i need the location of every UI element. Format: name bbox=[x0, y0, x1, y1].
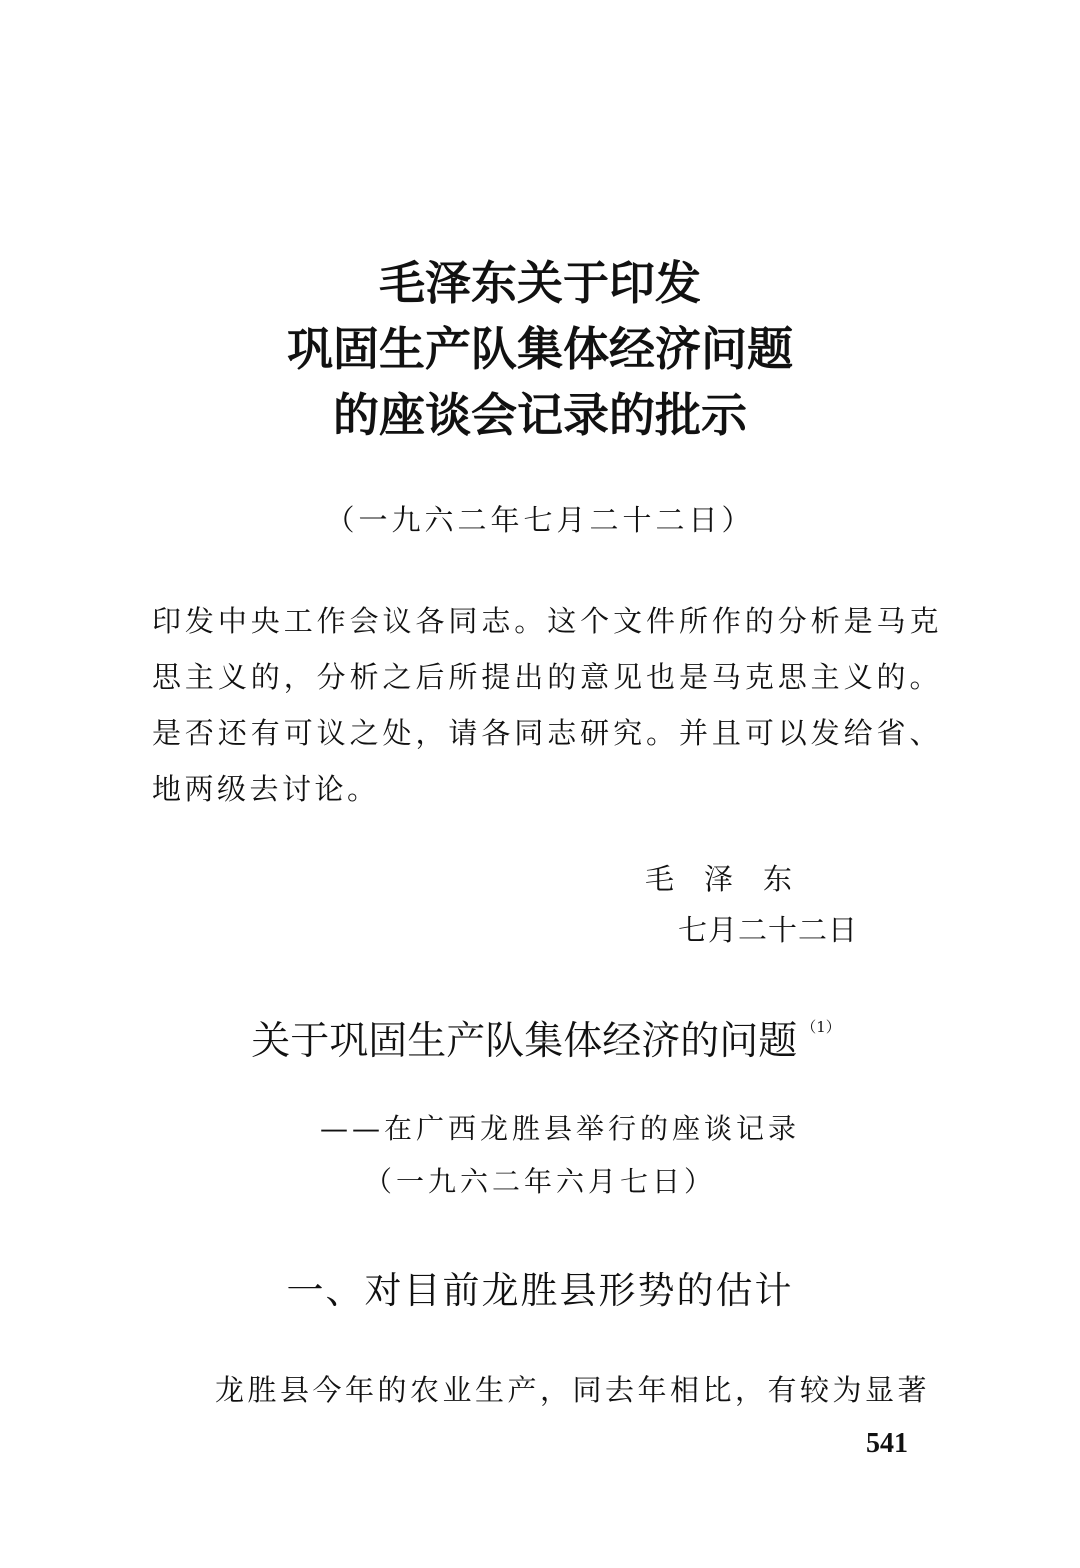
title-line-1: 毛泽东关于印发 bbox=[379, 256, 701, 310]
directive-body: 印发中央工作会议各同志。这个文件所作的分析是马克思主义的，分析之后所提出的意见也是马克思主义的。是否还有可议之处，请各同志研究。并且可以发给省、地两级去讨论。 bbox=[152, 604, 942, 806]
article-date: （一九六二年六月七日） bbox=[363, 1165, 716, 1198]
footnote-marker: （1） bbox=[801, 1018, 841, 1036]
signature-date: 七月二十二日 bbox=[678, 913, 859, 947]
title-line-2: 巩固生产队集体经济问题 bbox=[287, 322, 793, 376]
directive-date: （一九六二年七月二十二日） bbox=[325, 503, 755, 537]
title-line-3: 的座谈会记录的批示 bbox=[333, 388, 747, 442]
article-title bbox=[0, 1010, 1080, 1066]
article-title-text: 关于巩固生产队集体经济的问题 bbox=[251, 1019, 798, 1064]
signature-name: 毛泽东 bbox=[645, 862, 823, 896]
directive-title bbox=[0, 250, 1080, 448]
section-paragraph: 龙胜县今年的农业生产，同去年相比，有较为显著 bbox=[215, 1373, 931, 1407]
section-heading: 一、对目前龙胜县形势的估计 bbox=[286, 1269, 794, 1312]
article-subtitle: ——在广西龙胜县举行的座谈记录 bbox=[319, 1112, 800, 1145]
page-number: 541 bbox=[866, 1428, 908, 1459]
